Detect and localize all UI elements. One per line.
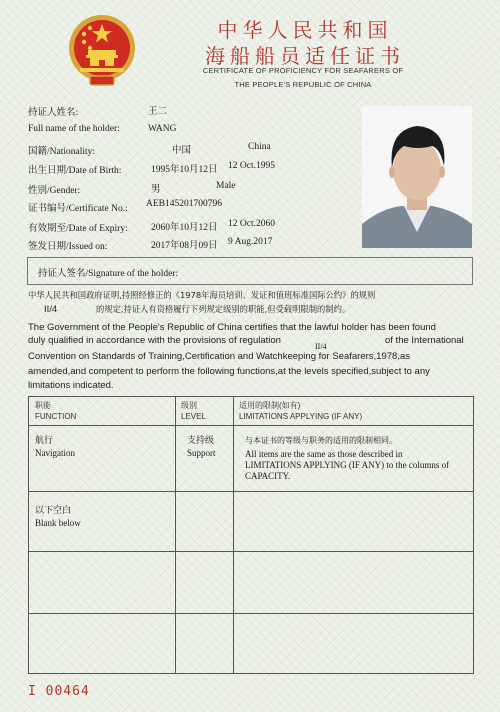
- row1-limits-en-2: LIMITATIONS APPLYING (IF ANY) to the columns of: [245, 460, 450, 470]
- statement-cn-line2: 的规定,持证人有资格履行下列规定级别的职能,但受载明限制的制约。: [96, 304, 351, 314]
- certificate-no-value: AEB145201700796: [146, 199, 222, 209]
- nationality-label: 国籍/Nationality:: [28, 147, 96, 157]
- signature-box: [27, 257, 473, 285]
- row2-function-cn: 以下空白: [35, 505, 72, 515]
- issued-cn-value: 2017年08月09日: [151, 241, 218, 251]
- title-chinese-line2: 海船船员适任证书: [205, 44, 405, 68]
- row1-level-en: Support: [187, 448, 216, 458]
- row1-limits-en-3: CAPACITY.: [245, 471, 291, 481]
- holder-name-en-value: WANG: [148, 124, 177, 134]
- nationality-cn-value: 中国: [172, 146, 192, 156]
- row1-limits-cn: 与本证书的等级与职务的适用的限制相同。: [245, 436, 397, 445]
- certificate-no-label: 证书编号/Certificate No.:: [28, 204, 128, 214]
- signature-label: 持证人签名/Signature of the holder:: [38, 269, 179, 279]
- national-emblem-icon: [66, 12, 138, 88]
- expiry-cn-value: 2060年10月12日: [151, 223, 218, 233]
- statement-cn-line1: 中华人民共和国政府证明,持照经修正的《1978年海员培训、发证和值班标准国际公约》的规则: [28, 290, 376, 300]
- header-function-cn: 职能: [35, 401, 51, 410]
- expiry-en-value: 12 Oct.2060: [228, 219, 275, 229]
- header-level-en: LEVEL: [181, 412, 206, 421]
- row1-function-en: Navigation: [35, 448, 75, 458]
- table-divider: [233, 397, 234, 673]
- holder-photo: [362, 106, 472, 248]
- statement-en-line2a: duly qualified in accordance with the provisions of regulation: [28, 335, 281, 346]
- nationality-en-value: China: [248, 142, 271, 152]
- expiry-label: 有效期至/Date of Expiry:: [28, 224, 128, 234]
- row1-level-cn: 支持级: [187, 435, 215, 445]
- header-function-en: FUNCTION: [35, 412, 77, 421]
- gender-en-value: Male: [216, 181, 236, 191]
- title-english-line1: CERTIFICATE OF PROFICIENCY FOR SEAFARERS OF: [202, 66, 404, 75]
- header-limits-cn: 适用的限制(如有): [239, 401, 301, 410]
- gender-label: 性别/Gender:: [28, 186, 81, 196]
- statement-en-line3: Convention on Standards of Training,Certification and Watchkeeping for Seafarers,1978,as: [28, 351, 410, 362]
- table-divider: [29, 491, 473, 492]
- table-divider: [29, 551, 473, 552]
- issued-en-value: 9 Aug.2017: [228, 237, 273, 247]
- statement-en-line4: amended,and competent to perform the following functions,at the levels specified,subject to any: [28, 366, 430, 377]
- statement-en-line2b: of the International: [385, 335, 464, 346]
- title-english-line2: THE PEOPLE'S REPUBLIC OF CHINA: [234, 80, 372, 89]
- statement-en-regulation: II/4: [315, 342, 327, 351]
- table-divider: [29, 613, 473, 614]
- title-chinese-line1: 中华人民共和国: [217, 18, 393, 42]
- row2-function-en: Blank below: [35, 518, 81, 528]
- issued-label: 签发日期/Issued on:: [28, 242, 108, 252]
- serial-number: I 00464: [28, 684, 90, 699]
- statement-cn-regulation: II/4: [44, 304, 58, 315]
- table-divider: [175, 397, 176, 673]
- row1-function-cn: 航行: [35, 435, 54, 445]
- functions-table: [28, 396, 474, 674]
- row1-limits-en-1: All items are the same as those described in: [245, 449, 403, 459]
- holder-name-cn-value: 王二: [148, 107, 168, 117]
- dob-en-value: 12 Oct.1995: [228, 161, 275, 171]
- statement-en-line1: The Government of the People's Republic of China certifies that the lawful holder has been found: [28, 322, 436, 333]
- dob-cn-value: 1995年10月12日: [151, 165, 218, 175]
- dob-label: 出生日期/Date of Birth:: [28, 166, 122, 176]
- header-limits-en: LIMITATIONS APPLYING (IF ANY): [239, 412, 363, 421]
- table-divider: [29, 425, 473, 426]
- holder-name-en-label: Full name of the holder:: [28, 124, 120, 134]
- holder-name-cn-label: 持证人姓名:: [28, 108, 79, 118]
- statement-en-line5: limitations indicated.: [28, 380, 114, 391]
- header-level-cn: 级别: [181, 401, 197, 410]
- gender-cn-value: 男: [151, 185, 161, 195]
